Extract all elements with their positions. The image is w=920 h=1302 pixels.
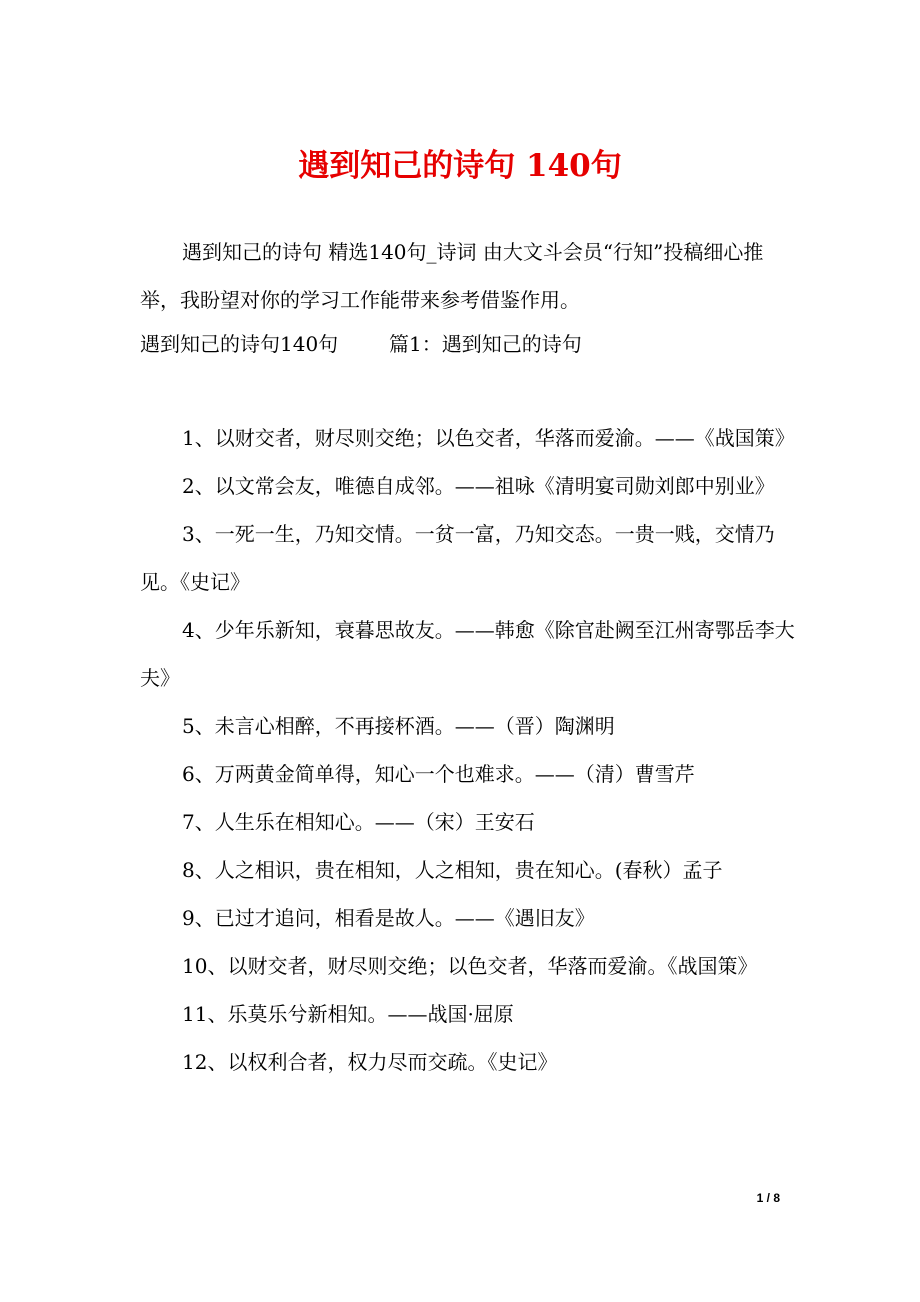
poem-item: 1、以财交者，财尽则交绝；以色交者，华落而爱渝。——《战国策》 <box>182 426 795 450</box>
chapter-heading-right: 篇1：遇到知己的诗句 <box>389 332 582 356</box>
poem-item: 2、以文常会友，唯德自成邻。——祖咏《清明宴司勋刘郎中别业》 <box>182 474 775 498</box>
page-number: 1 / 8 <box>756 1191 780 1205</box>
poem-item: 7、人生乐在相知心。——（宋）王安石 <box>182 810 535 834</box>
poem-item: 12、以权利合者，权力尽而交疏。《史记》 <box>182 1050 558 1074</box>
chapter-heading <box>140 320 582 368</box>
poem-item: 9、已过才追问，相看是故人。——《遇旧友》 <box>182 906 595 930</box>
chapter-heading-left: 遇到知己的诗句140句 <box>140 332 339 356</box>
poem-item: 10、以财交者，财尽则交绝；以色交者，华落而爱渝。《战国策》 <box>182 954 758 978</box>
poem-item: 4、少年乐新知，衰暮思故友。——韩愈《除官赴阙至江州寄鄂岳李大夫》 <box>140 618 795 690</box>
poem-item: 8、人之相识，贵在相知，人之相知，贵在知心。(春秋）孟子 <box>182 858 723 882</box>
poem-list <box>140 414 800 1086</box>
poem-item: 5、未言心相醉，不再接杯酒。——（晋）陶渊明 <box>182 714 615 738</box>
intro-paragraph: 遇到知己的诗句 精选140句_诗词 由大文斗会员“行知”投稿细心推举，我盼望对你的学习工作能带来参考借鉴作用。 <box>140 240 764 312</box>
poem-item: 3、一死一生，乃知交情。一贫一富，乃知交态。一贵一贱，交情乃见。《史记》 <box>140 522 775 594</box>
document-title: 遇到知己的诗句 140句 <box>298 148 622 184</box>
poem-item: 11、乐莫乐兮新相知。——战国·屈原 <box>182 1002 514 1026</box>
poem-item: 6、万两黄金简单得，知心一个也难求。——（清）曹雪芹 <box>182 762 695 786</box>
